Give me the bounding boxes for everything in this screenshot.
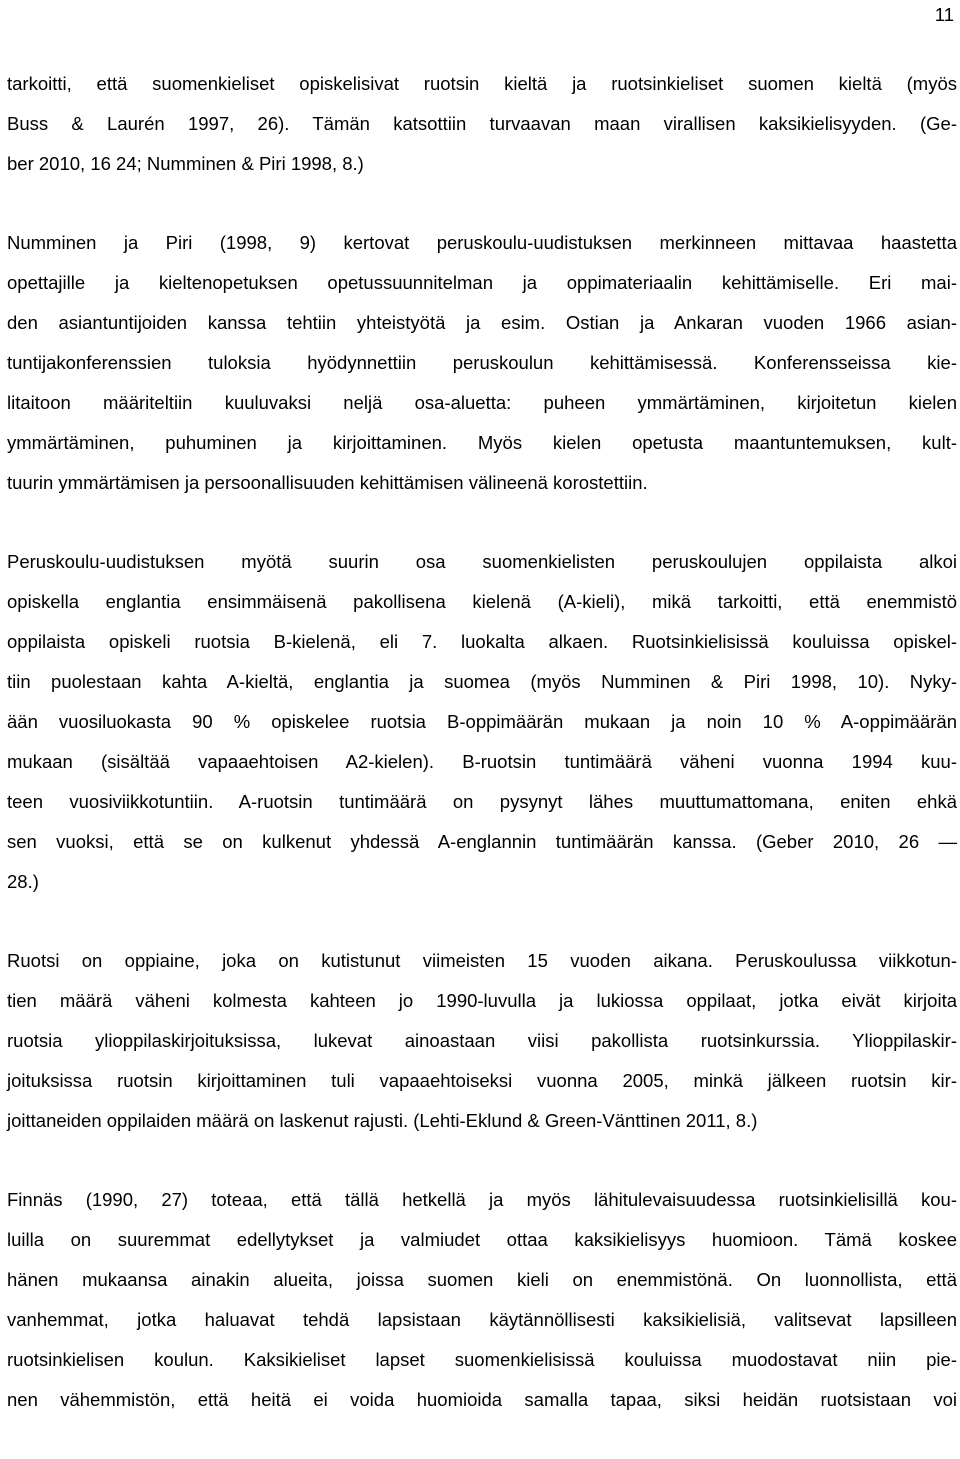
paragraph-2 (7, 223, 957, 503)
text-line: 28.) (7, 871, 39, 892)
text-line: Finnäs (1990, 27) toteaa, että tällä hetkellä ja myös lähitulevaisuudessa ruotsinkielisillä kou- (7, 1189, 957, 1210)
text-line: tien määrä väheni kolmesta kahteen jo 1990-luvulla ja lukiossa oppilaat, jotka eivät kirjoita (7, 990, 957, 1011)
text-line: Ruotsi on oppiaine, joka on kutistunut viimeisten 15 vuoden aikana. Peruskoulussa viikkotun- (7, 950, 957, 971)
page-number: 11 (934, 4, 954, 25)
text-line: ber 2010, 16 24; Numminen & Piri 1998, 8.) (7, 153, 364, 174)
text-line: ymmärtäminen, puhuminen ja kirjoittaminen. Myös kielen opetusta maantuntemuksen, kult- (7, 432, 957, 453)
body-text (7, 64, 957, 1459)
text-line: joittaneiden oppilaiden määrä on laskenut rajusti. (Lehti-Eklund & Green-Vänttinen 2011, 8.) (7, 1110, 758, 1131)
text-line: hänen mukaansa ainakin alueita, joissa suomen kieli on enemmistönä. On luonnollista, että (7, 1269, 957, 1290)
paragraph-3 (7, 542, 957, 902)
text-line: ruotsia ylioppilaskirjoituksissa, lukevat ainoastaan viisi pakollista ruotsinkurssia. Ylioppilaskir- (7, 1030, 957, 1051)
text-line: tarkoitti, että suomenkieliset opiskelisivat ruotsin kieltä ja ruotsinkieliset suomen kieltä (myös (7, 73, 957, 94)
text-line: ruotsinkielisen koulun. Kaksikieliset lapset suomenkielisissä kouluissa muodostavat niin pie- (7, 1349, 957, 1370)
text-line: ään vuosiluokasta 90 % opiskelee ruotsia B-oppimäärän mukaan ja noin 10 % A-oppimäärän (7, 711, 957, 732)
text-line: litaitoon määriteltiin kuuluvaksi neljä osa-aluetta: puheen ymmärtäminen, kirjoitetun kielen (7, 392, 957, 413)
text-line: nen vähemmistön, että heitä ei voida huomioida samalla tapaa, siksi heidän ruotsistaan voi (7, 1389, 957, 1410)
text-line: den asiantuntijoiden kanssa tehtiin yhteistyötä ja esim. Ostian ja Ankaran vuoden 1966 asian- (7, 312, 957, 333)
paragraph-4 (7, 941, 957, 1141)
text-line: sen vuoksi, että se on kulkenut yhdessä A-englannin tuntimäärän kanssa. (Geber 2010, 26 — (7, 831, 957, 852)
paragraph-5 (7, 1180, 957, 1420)
text-line: Numminen ja Piri (1998, 9) kertovat peruskoulu-uudistuksen merkinneen mittavaa haastetta (7, 232, 957, 253)
text-line: Buss & Laurén 1997, 26). Tämän katsottiin turvaavan maan virallisen kaksikielisyyden. (Ge- (7, 113, 957, 134)
text-line: vanhemmat, jotka haluavat tehdä lapsistaan käytännöllisesti kaksikielisiä, valitsevat lapsilleen (7, 1309, 957, 1330)
text-line: opiskella englantia ensimmäisenä pakollisena kielenä (A-kieli), mikä tarkoitti, että enemmistö (7, 591, 957, 612)
text-line: tuntijakonferenssien tuloksia hyödynnettiin peruskoulun kehittämisessä. Konferensseissa kie- (7, 352, 957, 373)
text-line: joituksissa ruotsin kirjoittaminen tuli vapaaehtoiseksi vuonna 2005, minkä jälkeen ruotsin kir- (7, 1070, 957, 1091)
text-line: tiin puolestaan kahta A-kieltä, englantia ja suomea (myös Numminen & Piri 1998, 10). Nyky- (7, 671, 957, 692)
text-line: tuurin ymmärtämisen ja persoonallisuuden kehittämisen välineenä korostettiin. (7, 472, 648, 493)
text-line: teen vuosiviikkotuntiin. A-ruotsin tuntimäärä on pysynyt lähes muuttumattomana, eniten ehkä (7, 791, 957, 812)
text-line: Peruskoulu-uudistuksen myötä suurin osa suomenkielisten peruskoulujen oppilaista alkoi (7, 551, 957, 572)
text-line: luilla on suuremmat edellytykset ja valmiudet ottaa kaksikielisyys huomioon. Tämä koskee (7, 1229, 957, 1250)
text-line: mukaan (sisältää vapaaehtoisen A2-kielen). B-ruotsin tuntimäärä väheni vuonna 1994 kuu- (7, 751, 957, 772)
paragraph-1 (7, 64, 957, 184)
text-line: oppilaista opiskeli ruotsia B-kielenä, eli 7. luokalta alkaen. Ruotsinkielisissä kouluissa opiskel- (7, 631, 957, 652)
text-line: opettajille ja kieltenopetuksen opetussuunnitelman ja oppimateriaalin kehittämiselle. Eri mai- (7, 272, 957, 293)
